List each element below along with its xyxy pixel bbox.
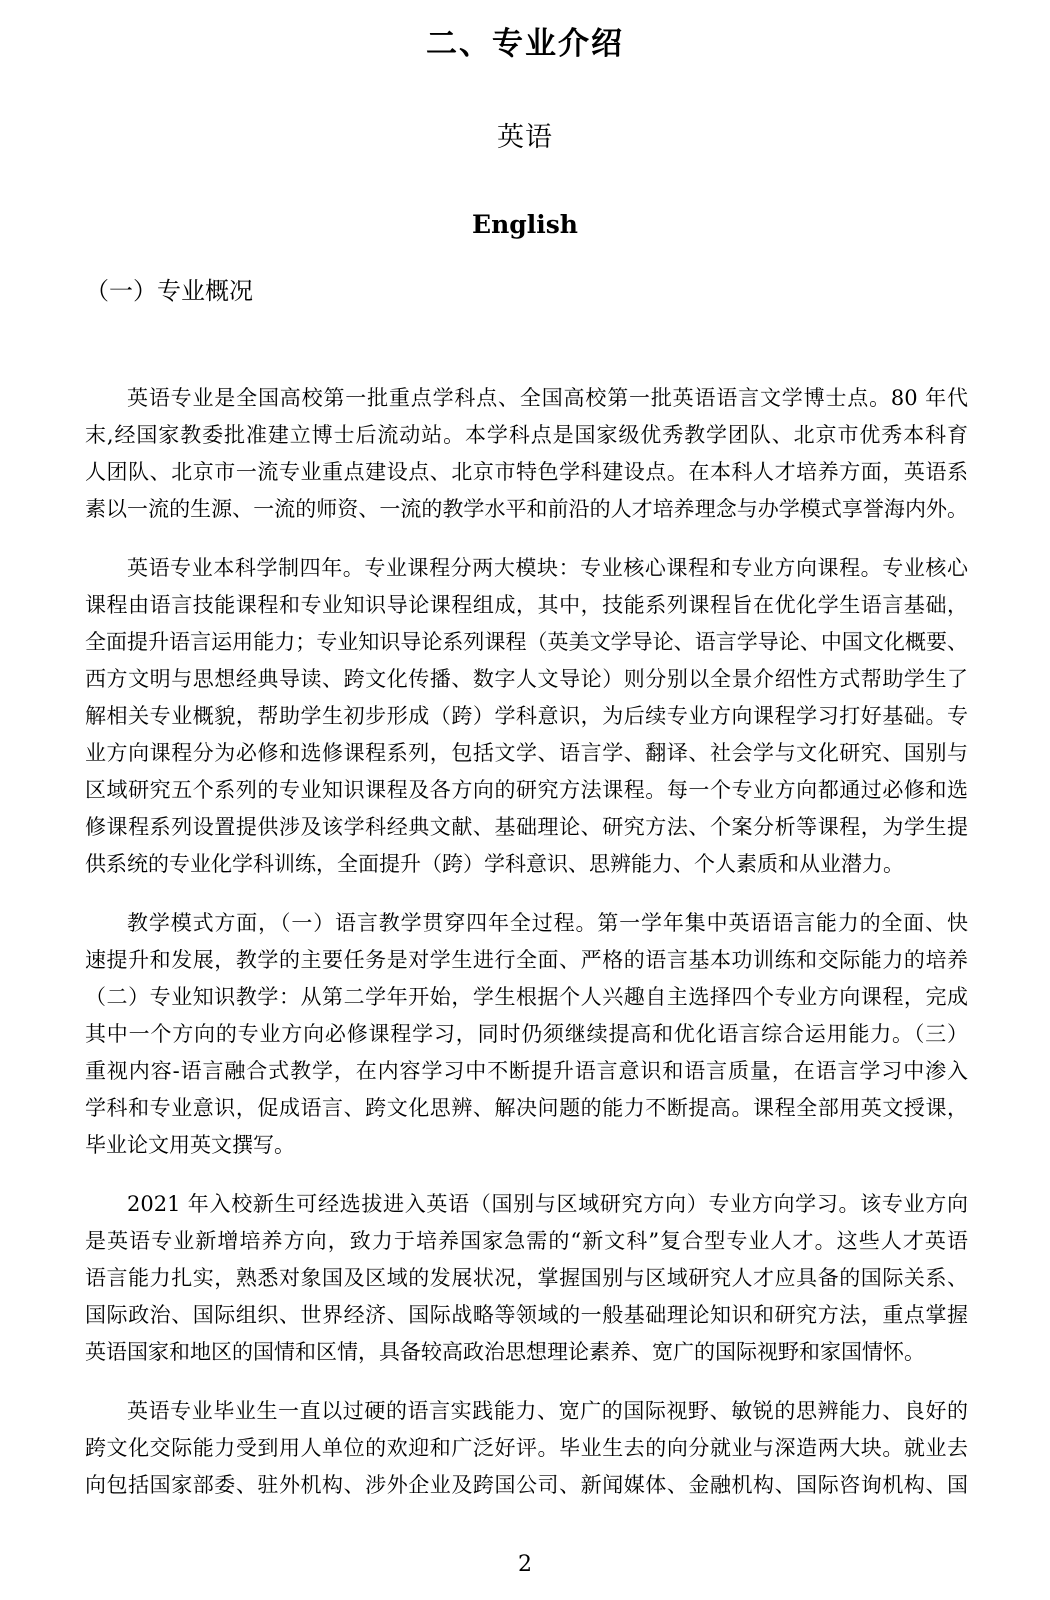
paragraph-line: 速提升和发展，教学的主要任务是对学生进行全面、严格的语言基本功训练和交际能力的培养: [85, 948, 968, 972]
paragraph: [85, 550, 968, 883]
paragraph-line: 语言能力扎实，熟悉对象国及区域的发展状况，掌握国别与区域研究人才应具备的国际关系、: [85, 1266, 968, 1290]
paragraph-line: 素以一流的生源、一流的师资、一流的教学水平和前沿的人才培养理念与办学模式享誉海内外。: [85, 497, 968, 521]
paragraph-line: 业方向课程分为必修和选修课程系列，包括文学、语言学、翻译、社会学与文化研究、国别与: [85, 741, 968, 765]
paragraph-line: 人团队、北京市一流专业重点建设点、北京市特色学科建设点。在本科人才培养方面，英语系: [85, 460, 968, 484]
paragraph-line: 末,经国家教委批准建立博士后流动站。本学科点是国家级优秀教学团队、北京市优秀本科育: [85, 423, 968, 447]
paragraph-line: 课程由语言技能课程和专业知识导论课程组成，其中，技能系列课程旨在优化学生语言基础，: [85, 593, 968, 617]
paragraph-line: 学科和专业意识，促成语言、跨文化思辨、解决问题的能力不断提高。课程全部用英文授课，: [85, 1096, 968, 1120]
paragraph-line: 2021 年入校新生可经选拔进入英语（国别与区域研究方向）专业方向学习。该专业方向: [127, 1192, 968, 1216]
section-heading: （一）专业概况: [85, 277, 253, 305]
page-number: 2: [518, 1552, 532, 1577]
paragraph-line: 英语专业本科学制四年。专业课程分两大模块：专业核心课程和专业方向课程。专业核心: [127, 556, 968, 580]
paragraph-line: 全面提升语言运用能力；专业知识导论系列课程（英美文学导论、语言学导论、中国文化概要、: [85, 630, 968, 654]
paragraph-line: 区域研究五个系列的专业知识课程及各方向的研究方法课程。每一个专业方向都通过必修和选: [85, 778, 968, 802]
paragraph: [85, 1393, 968, 1504]
paragraph: [85, 905, 968, 1164]
paragraph-line: 供系统的专业化学科训练，全面提升（跨）学科意识、思辨能力、个人素质和从业潜力。: [85, 852, 904, 876]
paragraph-line: （二）专业知识教学：从第二学年开始，学生根据个人兴趣自主选择四个专业方向课程，完成: [85, 985, 968, 1009]
paragraph-line: 是英语专业新增培养方向，致力于培养国家急需的“新文科”复合型专业人才。这些人才英语: [85, 1229, 968, 1253]
document-body: [85, 380, 968, 1504]
paragraph-line: 其中一个方向的专业方向必修课程学习，同时仍须继续提高和优化语言综合运用能力。（三）: [85, 1022, 968, 1046]
paragraph: [85, 1186, 968, 1371]
paragraph-line: 西方文明与思想经典导读、跨文化传播、数字人文导论）则分别以全景介绍性方式帮助学生了: [85, 667, 968, 691]
paragraph-line: 英语专业毕业生一直以过硬的语言实践能力、宽广的国际视野、敏锐的思辨能力、良好的: [127, 1399, 968, 1423]
paragraph-line: 毕业论文用英文撰写。: [85, 1133, 295, 1157]
paragraph-line: 英语专业是全国高校第一批重点学科点、全国高校第一批英语语言文学博士点。80 年代: [127, 386, 968, 410]
subject-title-chinese: 英语: [497, 122, 553, 153]
subject-title-english: English: [472, 210, 578, 239]
paragraph-line: 重视内容-语言融合式教学，在内容学习中不断提升语言意识和语言质量，在语言学习中渗入: [85, 1059, 968, 1083]
paragraph-line: 跨文化交际能力受到用人单位的欢迎和广泛好评。毕业生去的向分就业与深造两大块。就业去: [85, 1436, 968, 1460]
paragraph: [85, 380, 968, 528]
document-title: 二、专业介绍: [426, 26, 624, 62]
paragraph-line: 向包括国家部委、驻外机构、涉外企业及跨国公司、新闻媒体、金融机构、国际咨询机构、国: [85, 1473, 968, 1497]
paragraph-line: 修课程系列设置提供涉及该学科经典文献、基础理论、研究方法、个案分析等课程，为学生提: [85, 815, 968, 839]
paragraph-line: 解相关专业概貌，帮助学生初步形成（跨）学科意识，为后续专业方向课程学习打好基础。专: [85, 704, 968, 728]
paragraph-line: 国际政治、国际组织、世界经济、国际战略等领域的一般基础理论知识和研究方法，重点掌握: [85, 1303, 968, 1327]
paragraph-line: 教学模式方面，（一）语言教学贯穿四年全过程。第一学年集中英语语言能力的全面、快: [127, 911, 968, 935]
paragraph-line: 英语国家和地区的国情和区情，具备较高政治思想理论素养、宽广的国际视野和家国情怀。: [85, 1340, 925, 1364]
